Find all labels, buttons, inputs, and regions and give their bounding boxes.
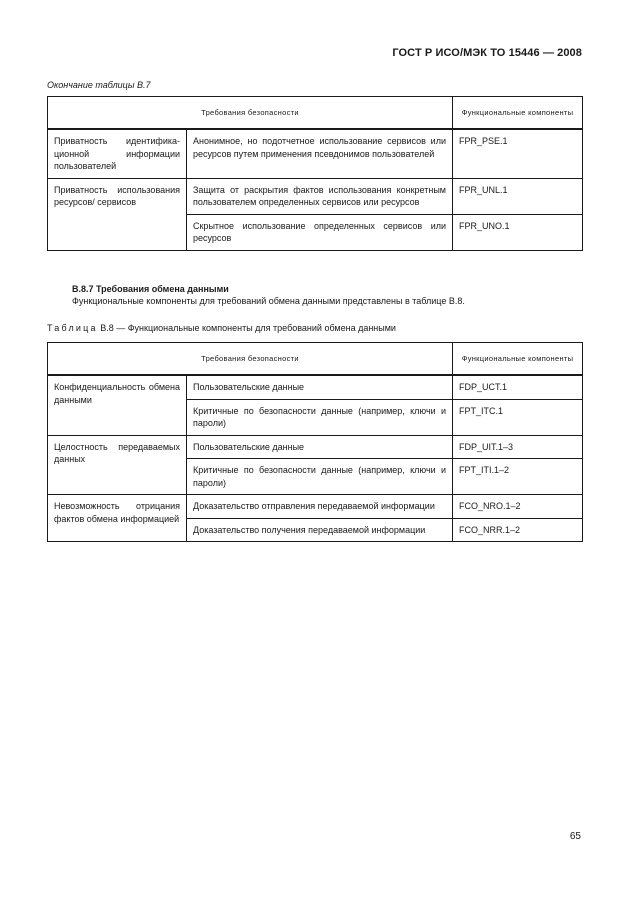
section-title: B.8.7 Требования обмена данными [72,284,229,294]
component-cell: FCO_NRR.1–2 [453,518,583,542]
section-text: Функциональные компоненты для требований обмена данными представлены в таблице B.8. [72,296,465,306]
requirement-cell: Доказательство получения передаваемой информации [187,518,453,542]
table-row [48,495,583,519]
requirement-cell: Защита от раскрытия фактов использования конкретным пользователем определенных сервисов или ресурсов [187,178,453,214]
requirement-cell: Доказательство отправления передаваемой информации [187,495,453,519]
requirement-cell: Анонимное, но подотчетное использование сервисов или ресурсов путем применения псевдонимов пользователей [187,129,453,178]
table-b7 [47,96,583,251]
requirement-cell: Критичные по безопасности данные (например, ключи и пароли) [187,399,453,435]
table-b8-header-row [48,343,583,376]
component-cell: FCO_NRO.1–2 [453,495,583,519]
table-row [48,129,583,178]
component-cell: FPR_UNL.1 [453,178,583,214]
column-header-components: Функциональные компоненты [453,97,583,130]
component-cell: FPT_ITC.1 [453,399,583,435]
page-number: 65 [569,831,581,842]
component-cell: FPR_UNO.1 [453,214,583,250]
table-row [48,178,583,214]
component-cell: FDP_UCT.1 [453,375,583,399]
category-cell: Невозможность отрицания фактов обмена информацией [48,495,187,542]
requirement-cell: Скрытное использование определенных сервисов или ресурсов [187,214,453,250]
table-b8-caption [47,323,396,333]
component-cell: FDP_UIT.1–3 [453,435,583,459]
column-header-components: Функциональные компоненты [453,343,583,376]
category-cell: Приватность идентификационной информации пользователей [48,129,187,178]
column-header-requirements: Требования безопасности [48,343,453,376]
requirement-cell: Пользовательские данные [187,435,453,459]
requirement-cell: Пользовательские данные [187,375,453,399]
component-cell: FPR_PSE.1 [453,129,583,178]
table-row [48,375,583,399]
table-row [48,435,583,459]
category-cell: Конфиденциальность обмена данными [48,375,187,435]
table-b7-continuation-caption: Окончание таблицы B.7 [47,80,151,90]
table-b7-header-row [48,97,583,130]
table-caption-text: B.8 — Функциональные компоненты для требований обмена данными [97,323,396,333]
document-id-header: ГОСТ Р ИСО/МЭК ТО 15446 — 2008 [392,47,582,59]
column-header-requirements: Требования безопасности [48,97,453,130]
category-cell: Целостность передаваемых данных [48,435,187,495]
category-cell: Приватность использования ресурсов/ сервисов [48,178,187,250]
table-caption-label: Таблица [47,323,98,333]
component-cell: FPT_ITI.1–2 [453,459,583,495]
requirement-cell: Критичные по безопасности данные (например, ключи и пароли) [187,459,453,495]
table-b8 [47,342,583,542]
